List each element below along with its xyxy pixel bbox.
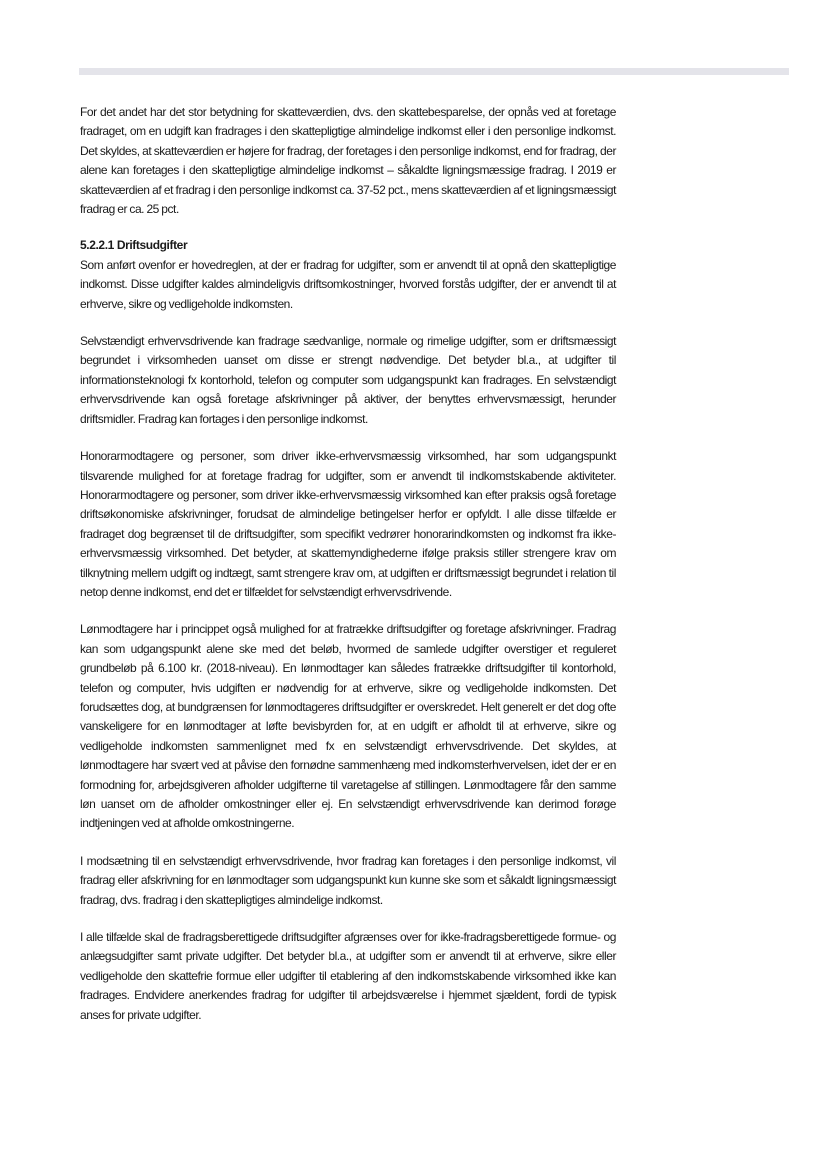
header-rule	[79, 68, 789, 75]
paragraph-selvstaendige: Selvstændigt erhvervsdrivende kan fradrage sædvanlige, normale og rimelige udgifter, som er driftsmæssigt begrundet i virksomheden uanset om disse er strengt nødvendige. Det betyder bl.a., at udgifter til informationsteknologi fx kontorhold, telefon og computer som udgangspunkt kan fradrages. En selvstændigt erhvervsdrivende kan også foretage afskrivninger på aktiver, der benyttes erhvervsmæssigt, herunder driftsmidler. Fradrag kan fortages i den personlige indkomst.	[80, 334, 616, 426]
paragraph-honorarmodtagere: Honorarmodtagere og personer, som driver ikke-erhvervsmæssig virksomhed, har som udgangspunkt tilsvarende mulighed for at foretage fradrag for udgifter, som er anvendt til indkomstskabende aktiviteter. Honorarmodtagere og personer, som driver ikke-erhvervsmæssig virksomhed kan efter praksis også foretage driftsøkonomiske afskrivninger, forudsat de almindelige betingelser herfor er opfyldt. I alle disse tilfælde er fradraget dog begrænset til de driftsudgifter, som specifikt vedrører honorarindkomsten og indkomst fra ikke-erhvervsmæssig virksomhed. Det betyder, at skattemyndighederne ifølge praksis stiller strengere krav om tilknytning mellem udgift og indtægt, samt strengere krav om, at udgiften er driftsmæssigt begrundet i relation til netop denne indkomst, end det er tilfældet for selvstændigt erhvervsdrivende.	[80, 449, 616, 599]
paragraph-loenmodtagere: Lønmodtagere har i princippet også mulighed for at fratrække driftsudgifter og foretage afskrivninger. Fradrag kan som udgangspunkt alene ske med det beløb, hvormed de samlede udgifter overstiger et reguleret grundbeløb på 6.100 kr. (2018-niveau). En lønmodtager kan således fratrække driftsudgifter til kontorhold, telefon og computer, hvis udgiften er nødvendig for at erhverve, sikre og vedligeholde indkomsten. Det forudsættes dog, at bundgrænsen for lønmodtageres driftsudgifter er overskredet. Helt generelt er det dog ofte vanskeligere for en lønmodtager at løfte bevisbyrden for, at en udgift er afholdt til at erhverve, sikre og vedligeholde indkomsten sammenlignet med fx en selvstændigt erhvervsdrivende. Det skyldes, at lønmodtagere har svært ved at påvise den fornødne sammenhæng med indkomsterhvervelsen, idet der er en formodning for, arbejdsgiveren afholder udgifterne til varetagelse af stillingen. Lønmodtagere får den samme løn uanset om de afholder omkostninger eller ej. En selvstændigt erhvervsdrivende kan derimod forøge indtjeningen ved at afholde omkostningerne.	[80, 622, 616, 831]
paragraph-afgraensning: I alle tilfælde skal de fradragsberettigede driftsudgifter afgrænses over for ikke-fradragsberettigede formue- og anlægsudgifter samt private udgifter. Det betyder bl.a., at udgifter som er anvendt til at erhverve, sikre eller vedligeholde den skattefrie formue eller udgifter til etablering af den indkomstskabende virksomhed ikke kan fradrages. Endvidere anerkendes fradrag for udgifter til arbejdsværelse i hjemmet sjældent, fordi de typisk anses for private udgifter.	[80, 930, 616, 1022]
paragraph-skattevaerdi: For det andet har det stor betydning for skatteværdien, dvs. den skattebesparelse, der opnås ved at foretage fradraget, om en udgift kan fradrages i den skattepligtige almindelige indkomst eller i den personlige indkomst. Det skyldes, at skatteværdien er højere for fradrag, der foretages i den personlige indkomst, end for fradrag, der alene kan foretages i den skattepligtige almindelige indkomst – såkaldte ligningsmæssige fradrag. I 2019 er skatteværdien af et fradrag i den personlige indkomst ca. 37-52 pct., mens skatteværdien af et ligningsmæssigt fradrag er ca. 25 pct.	[80, 105, 616, 217]
section-heading: 5.2.2.1 Driftsudgifter	[80, 238, 188, 253]
paragraph-modsaetning: I modsætning til en selvstændigt erhvervsdrivende, hvor fradrag kan foretages i den personlige indkomst, vil fradrag eller afskrivning for en lønmodtager som udgangspunkt kun kunne ske som et såkaldt ligningsmæssigt fradrag, dvs. fradrag i den skattepligtiges almindelige indkomst.	[80, 853, 616, 907]
document-body	[80, 103, 616, 1025]
paragraph-hovedregel: Som anført ovenfor er hovedreglen, at der er fradrag for udgifter, som er anvendt til at opnå den skattepligtige indkomst. Disse udgifter kaldes almindeligvis driftsomkostninger, hvorved forstås udgifter, der er anvendt til at erhverve, sikre og vedligeholde indkomsten.	[80, 257, 616, 311]
